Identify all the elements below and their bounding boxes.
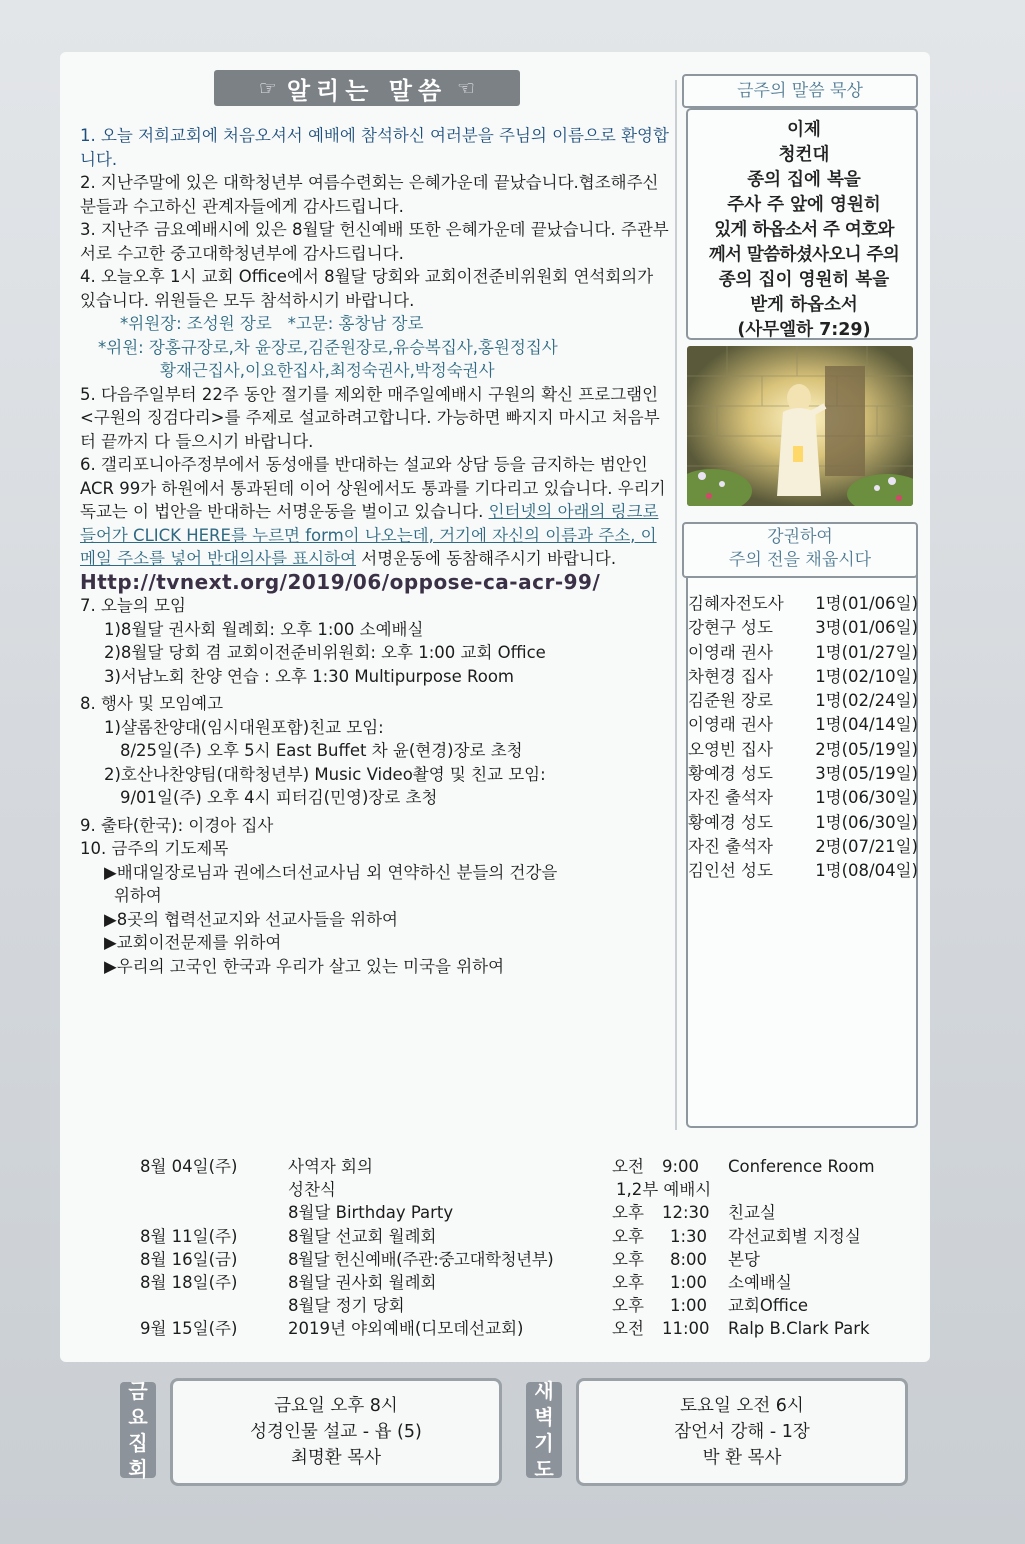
- attendance-title-line1: 강권하여: [767, 527, 833, 547]
- list-item: [688, 689, 918, 713]
- schedule-event: 8월달 선교회 월례회: [288, 1226, 437, 1246]
- schedule-date: 8월 18일(주): [140, 1272, 238, 1292]
- announcements-body: [80, 124, 672, 978]
- verse-line: 받게 하옵소서: [750, 295, 858, 315]
- list-item: [688, 641, 918, 665]
- attendee-name: 황예경 성도: [688, 812, 773, 832]
- attendee-count: 2명(07/21일): [815, 836, 918, 856]
- dawn-sermon: 잠언서 강해 - 1장: [674, 1422, 810, 1442]
- table-row: [140, 1178, 930, 1201]
- schedule-time: 11:00: [662, 1319, 710, 1339]
- friday-meeting-label: [120, 1379, 156, 1481]
- prayer-item-1: ▶배대일장로님과 권에스더선교사님 외 연약하신 분들의 건강을: [104, 862, 558, 882]
- announcement-item-6: [80, 453, 672, 571]
- item10-title: 10. 금주의 기도제목: [80, 839, 229, 858]
- table-row: [140, 1294, 930, 1317]
- announcement-item-3: 3. 지난주 금요예배시에 있은 8월달 헌신예배 또한 은혜가운데 끝났습니다. 주관부서로 수고한 중고대학청년부에 감사드립니다.: [80, 220, 669, 263]
- petition-instructions-link[interactable]: 인터넷의 아래의 링크로 들어가 CLICK HERE를 누르면 form이 나오는데, 거기에 자신의 이름과 주소, 이메일 주소를 넣어 반대의사를 표시하여: [80, 502, 659, 568]
- schedule-date: 8월 04일(주): [140, 1157, 238, 1176]
- friday-time: 금요일 오후 8시: [274, 1396, 398, 1416]
- attendance-title-line2: 주의 전을 채웁시다: [728, 550, 872, 570]
- label-char: 금: [128, 1379, 148, 1403]
- attendee-name: 강현구 성도: [688, 618, 773, 638]
- announcements-header: [214, 70, 520, 106]
- schedule-time: 1:30: [670, 1226, 708, 1246]
- verse-line: 있게 하옵소서 주 여호와: [714, 220, 894, 240]
- schedule-place: 본당: [728, 1249, 760, 1269]
- attendee-count: 1명(08/04일): [815, 861, 918, 881]
- dawn-time: 토요일 오전 6시: [680, 1396, 804, 1416]
- schedule-date: 8월 11일(주): [140, 1226, 238, 1246]
- item6-text: 6. 갤리포니아주정부에서 동성애를 반대하는 설교와 상담 등을 금지하는 범안인 ACR 99가 하원에서 통과된데 이어 상원에서도 통과를 기다리고 있습니다. 우리기독교는 이 법안을 반대하는 서명운동을 벌이고 있습니다.: [80, 455, 666, 521]
- schedule-event: 2019년 야외예배(디모데선교회): [288, 1319, 524, 1339]
- schedule-event: 8월달 권사회 월례회: [288, 1272, 437, 1292]
- item7-title: 7. 오늘의 모임: [80, 596, 186, 615]
- verse-line: 종의 집에 복을: [747, 170, 861, 190]
- table-row: [140, 1201, 930, 1224]
- schedule-time: 12:30: [662, 1203, 710, 1223]
- attendee-name: 자진 출석자: [688, 836, 773, 856]
- schedule-ampm: 오후: [612, 1203, 644, 1223]
- list-item: [688, 665, 918, 689]
- attendee-name: 이영래 권사: [688, 715, 773, 735]
- verse-line: 께서 말씀하셨사오니 주의: [708, 245, 900, 265]
- monthly-schedule: [140, 1155, 930, 1341]
- attendee-name: 오영빈 집사: [688, 739, 773, 759]
- table-row: [140, 1155, 930, 1178]
- attendee-count: 1명(02/10일): [815, 666, 918, 686]
- label-char: 집: [128, 1431, 148, 1455]
- item8-event-b-detail: 9/01일(주) 오후 4시 피터김(민영)장로 초청: [120, 788, 438, 807]
- prayer-item-1-cont: 위하여: [114, 886, 162, 905]
- dawn-prayer-box: [576, 1378, 908, 1486]
- list-item: [688, 835, 918, 859]
- attendee-count: 3명(05/19일): [815, 764, 918, 784]
- attendee-count: 3명(01/06일): [815, 618, 918, 638]
- list-item: [688, 859, 918, 883]
- schedule-ampm: 오후: [612, 1249, 644, 1269]
- schedule-time: 1:00: [670, 1296, 708, 1316]
- item8-event-a: 1)샬롬찬양대(임시대원포함)친교 모임:: [104, 717, 384, 737]
- verse-line: 이제: [787, 120, 821, 140]
- attendee-count: 1명(01/27일): [815, 642, 918, 662]
- attendee-count: 1명(06/30일): [815, 812, 918, 832]
- list-item: [688, 762, 918, 786]
- verse-reference: (사무엘하 7:29): [737, 320, 871, 340]
- list-item: [688, 713, 918, 737]
- schedule-place: 친교실: [728, 1203, 776, 1223]
- schedule-ampm: 오후: [612, 1226, 644, 1246]
- attendee-name: 황예경 성도: [688, 764, 773, 784]
- column-divider: [675, 80, 677, 1130]
- table-row: [140, 1317, 930, 1340]
- attendee-name: 자진 출석자: [688, 788, 773, 808]
- announcements-title: 알리는 말씀: [286, 76, 448, 105]
- attendee-count: 1명(04/14일): [815, 715, 918, 735]
- dawn-preacher: 박 환 목사: [702, 1448, 782, 1468]
- petition-url[interactable]: Http://tvnext.org/2019/06/oppose-ca-acr-99/: [80, 569, 601, 594]
- attendee-count: 1명(01/06일): [815, 594, 918, 613]
- verse-line: 청컨대: [778, 145, 830, 165]
- item7-meeting-2: 2)8월달 당회 겸 교회이전준비위원회: 오후 1:00 교회 Office: [104, 643, 546, 662]
- item8-event-b: 2)호산나찬양팀(대학청년부) Music Video촬영 및 친교 모임:: [104, 764, 546, 784]
- label-char: 새: [534, 1379, 554, 1403]
- friday-preacher: 최명환 목사: [290, 1448, 382, 1468]
- list-item: [688, 592, 918, 616]
- schedule-place: 교회Office: [728, 1296, 809, 1316]
- friday-meeting-box: [170, 1378, 502, 1486]
- schedule-event: 사역자 회의: [288, 1157, 373, 1176]
- attendee-name: 차현경 집사: [688, 666, 773, 686]
- schedule-time: 8:00: [670, 1249, 708, 1269]
- jesus-knocking-door-image: [687, 346, 913, 506]
- item9-travel: 9. 출타(한국): 이경아 집사: [80, 815, 274, 835]
- verse-line: 종의 집이 영원히 복을: [718, 270, 890, 290]
- schedule-date: 8월 16일(금): [140, 1249, 238, 1269]
- label-char: 벽: [534, 1405, 554, 1429]
- announcement-item-2: 2. 지난주말에 있은 대학청년부 여름수련회는 은혜가운데 끝났습니다.협조해주신 분들과 수고하신 관계자들에게 감사드립니다.: [80, 173, 659, 216]
- item6-text-end: 서명운동에 동참해주시기 바랍니다.: [356, 549, 617, 568]
- schedule-event: 8월달 정기 당회: [288, 1296, 405, 1316]
- announcement-item-5: 5. 다음주일부터 22주 동안 절기를 제외한 매주일예배시 구원의 확신 프로그램인 <구원의 징검다리>를 주제로 설교하려고합니다. 가능하면 빠지지 마시고 처음부터 끝까지 다 들으시기 바랍니다.: [80, 384, 660, 451]
- schedule-ampm: 오후: [612, 1296, 644, 1316]
- schedule-time: 1:00: [670, 1272, 708, 1292]
- schedule-event: 8월달 헌신예배(주관:중고대학청년부): [288, 1249, 554, 1269]
- announcement-item-4: 4. 오늘오후 1시 교회 Office에서 8월달 당회와 교회이전준비위원회 연석회의가 있습니다. 위원들은 모두 참석하시기 바랍니다.: [80, 267, 654, 310]
- friday-sermon: 성경인물 설교 - 욥 (5): [250, 1422, 422, 1442]
- attendee-name: 김준원 장로: [688, 691, 773, 711]
- schedule-time: 9:00: [662, 1157, 700, 1176]
- schedule-ampm: 오후: [612, 1272, 644, 1292]
- prayer-item-2: ▶8곳의 협력선교지와 선교사들을 위하여: [104, 909, 398, 929]
- pointing-hand-right-icon: ☞: [258, 76, 277, 100]
- committee-advisor: *고문: 홍창남 장로: [287, 314, 424, 333]
- attendee-name: 김인선 성도: [688, 861, 773, 881]
- attendee-count: 1명(02/24일): [815, 691, 918, 711]
- list-item: [688, 811, 918, 835]
- schedule-event: 성찬식: [288, 1180, 336, 1200]
- schedule-place: 소예배실: [728, 1272, 792, 1292]
- pointing-hand-left-icon: ☜: [457, 76, 476, 100]
- meditation-verse: [688, 118, 920, 343]
- schedule-date: 9월 15일(주): [140, 1319, 238, 1339]
- table-row: [140, 1225, 930, 1248]
- table-row: [140, 1271, 930, 1294]
- prayer-item-3: ▶교회이전문제를 위하여: [104, 933, 282, 952]
- attendance-list: [688, 592, 918, 884]
- list-item: [688, 738, 918, 762]
- item7-meeting-3: 3)서남노회 찬양 연습 : 오후 1:30 Multipurpose Room: [104, 666, 514, 686]
- prayer-item-4: ▶우리의 고국인 한국과 우리가 살고 있는 미국을 위하여: [104, 956, 505, 976]
- schedule-place: Ralp B.Clark Park: [728, 1319, 870, 1339]
- verse-line: 주사 주 앞에 영원히: [727, 195, 881, 215]
- dawn-prayer-label: [526, 1379, 562, 1481]
- label-char: 회: [128, 1457, 148, 1481]
- label-char: 기: [534, 1431, 554, 1455]
- item7-meeting-1: 1)8월달 권사회 월례회: 오후 1:00 소예배실: [104, 619, 424, 639]
- item8-title: 8. 행사 및 모임예고: [80, 694, 224, 713]
- schedule-ampm: 오전: [612, 1319, 644, 1339]
- attendee-count: 1명(06/30일): [815, 788, 918, 808]
- announcement-item-1: 1. 오늘 저희교회에 처음오셔서 예배에 참석하신 여러분을 주님의 이름으로 환영합니다.: [80, 126, 669, 169]
- attendee-name: 이영래 권사: [688, 642, 773, 662]
- label-char: 도: [534, 1457, 554, 1481]
- committee-members-line2: 황재근집사,이요한집사,최정숙권사,박정숙권사: [160, 361, 495, 380]
- meditation-title: 금주의 말씀 묵상: [682, 74, 918, 108]
- table-row: [140, 1248, 930, 1271]
- label-char: 요: [128, 1405, 148, 1429]
- item8-event-a-detail: 8/25일(주) 오후 5시 East Buffet 차 윤(현경)장로 초청: [120, 741, 523, 760]
- attendee-count: 2명(05/19일): [815, 739, 918, 759]
- list-item: [688, 616, 918, 640]
- schedule-place: Conference Room: [728, 1157, 875, 1176]
- schedule-place: 각선교회별 지정실: [728, 1226, 861, 1246]
- schedule-ampm: 오전: [612, 1157, 644, 1176]
- list-item: [688, 786, 918, 810]
- schedule-event: 8월달 Birthday Party: [288, 1203, 454, 1223]
- committee-leaders: [80, 312, 672, 336]
- attendee-name: 김혜자전도사: [688, 594, 784, 613]
- committee-chair: *위원장: 조성원 장로: [120, 314, 272, 333]
- schedule-ampm: 1,2부 예배시: [616, 1180, 712, 1200]
- committee-members-line1: *위원: 장홍규장로,차 윤장로,김준원장로,유승복집사,홍원정집사: [98, 337, 558, 357]
- attendance-title: [682, 522, 918, 578]
